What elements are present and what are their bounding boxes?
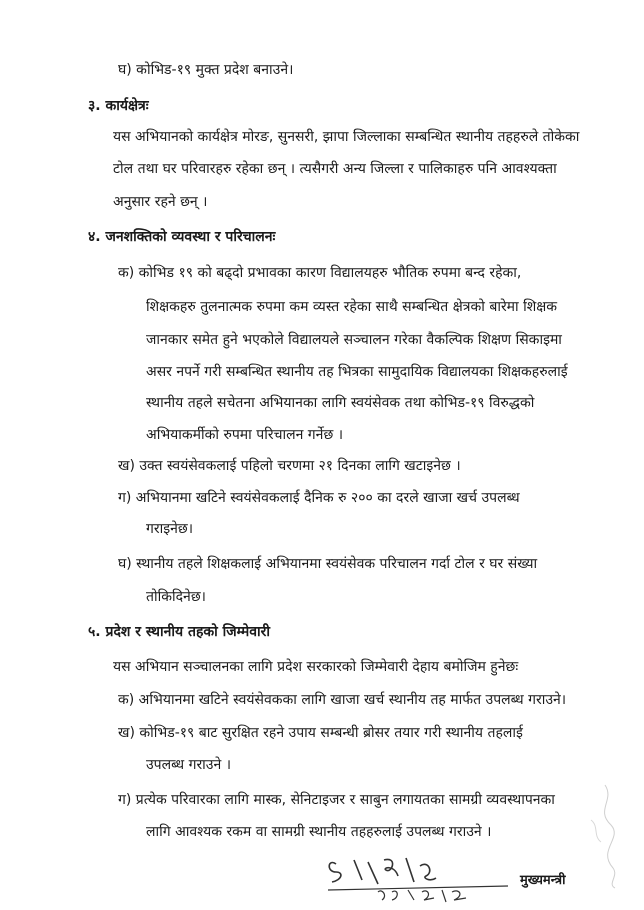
section-heading-3: ३. कार्यक्षेत्रः <box>88 98 149 114</box>
scribble-mark <box>585 780 629 890</box>
text-line: ग) अभियानमा खटिने स्वयंसेवकलाई दैनिक रु २०० का दरले खाजा खर्च उपलब्ध <box>118 490 520 506</box>
text-line: अभियाकर्मीको रुपमा परिचालन गर्नेछ । <box>146 427 344 443</box>
text-line: स्थानीय तहले सचेतना अभियानका लागि स्वयंसेवक तथा कोभिड-१९ विरुद्धको <box>146 395 535 411</box>
section-heading-5: ५. प्रदेश र स्थानीय तहको जिम्मेवारी <box>88 624 270 640</box>
text-line: घ) स्थानीय तहले शिक्षकलाई अभियानमा स्वयंसेवक परिचालन गर्दा टोल र घर संख्या <box>118 556 538 572</box>
text-line: ख) उक्त स्वयंसेवकलाई पहिलो चरणमा २१ दिनका लागि खटाइनेछ । <box>118 458 461 474</box>
text-line: घ) कोभिड-१९ मुक्त प्रदेश बनाउने। <box>118 62 294 78</box>
text-line: लागि आवश्यक रकम वा सामग्री स्थानीय तहहरुलाई उपलब्ध गराउने । <box>146 824 492 840</box>
text-line: जानकार समेत हुने भएकोले विद्यालयले सञ्चालन गरेका वैकल्पिक शिक्षण सिकाइमा <box>146 332 562 348</box>
text-line: उपलब्ध गराउने । <box>146 757 232 773</box>
signatory-label: मुख्यमन्त्री <box>520 873 566 888</box>
text-line: टोल तथा घर परिवारहरु रहेका छन् । त्यसैगरी अन्य जिल्ला र पालिकाहरु पनि आवश्यक्ता <box>113 161 557 177</box>
text-line: क) कोभिड १९ को बढ्दो प्रभावका कारण विद्यालयहरु भौतिक रुपमा बन्द रहेका, <box>118 265 522 281</box>
text-line: असर नपर्ने गरी सम्बन्धित स्थानीय तह भित्रका सामुदायिक विद्यालयका शिक्षकहरुलाई <box>146 364 568 380</box>
text-line: क) अभियानमा खटिने स्वयंसेवकका लागि खाजा खर्च स्थानीय तह मार्फत उपलब्ध गराउने। <box>118 692 567 708</box>
text-line: शिक्षकहरु तुलनात्मक रुपमा कम व्यस्त रहेका साथै सम्बन्धित क्षेत्रको बारेमा शिक्षक <box>146 299 558 315</box>
text-line: गराइनेछ। <box>146 521 193 537</box>
text-line: ग) प्रत्येक परिवारका लागि मास्क, सेनिटाइजर र साबुन लगायतका सामग्री व्यवस्थापनका <box>118 792 555 808</box>
handwritten-signature <box>318 846 518 906</box>
text-line: तोकिदिनेछ। <box>146 589 206 605</box>
text-line: यस अभियानको कार्यक्षेत्र मोरङ, सुनसरी, झापा जिल्लाका सम्बन्धित स्थानीय तहहरुले तोकेका <box>113 129 580 145</box>
text-line: यस अभियान सञ्चालनका लागि प्रदेश सरकारको जिम्मेवारी देहाय बमोजिम हुनेछः <box>113 659 519 675</box>
text-line: अनुसार रहने छन् । <box>113 194 208 210</box>
section-heading-4: ४. जनशक्तिको व्यवस्था र परिचालनः <box>88 229 276 245</box>
text-line: ख) कोभिड-१९ बाट सुरक्षित रहने उपाय सम्बन्धी ब्रोसर तयार गरी स्थानीय तहलाई <box>118 725 523 741</box>
